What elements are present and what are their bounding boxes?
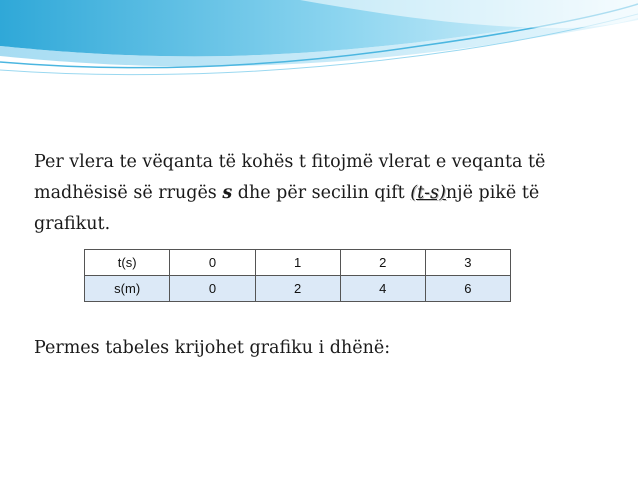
time-distance-table	[84, 249, 511, 302]
table-cell: 0	[170, 276, 255, 302]
table-row-distance	[85, 276, 511, 302]
intro-symbol-ts: (t-s)	[410, 183, 446, 203]
graph-intro-paragraph: Permes tabeles krijohet grafiku i dhënë:	[34, 338, 391, 358]
table-cell: t(s)	[85, 250, 170, 276]
table-cell: 2	[340, 250, 425, 276]
table-cell: 2	[255, 276, 340, 302]
table-cell: 4	[340, 276, 425, 302]
table-cell: 1	[255, 250, 340, 276]
table-cell: 0	[170, 250, 255, 276]
intro-text-part1: Per vlera te vëqanta të kohës t fitojmë vlerat e veqanta të madhësisë së rrugës	[34, 152, 546, 203]
intro-paragraph	[34, 147, 609, 240]
intro-text-part3: një pikë të grafikut.	[34, 183, 540, 234]
intro-symbol-s: s	[222, 183, 233, 203]
header-wave-decoration	[0, 0, 638, 80]
table-cell: 6	[425, 276, 510, 302]
table-row-time	[85, 250, 511, 276]
table-cell: 3	[425, 250, 510, 276]
intro-text-part2: dhe për secilin qift	[232, 183, 411, 203]
table-cell: s(m)	[85, 276, 170, 302]
